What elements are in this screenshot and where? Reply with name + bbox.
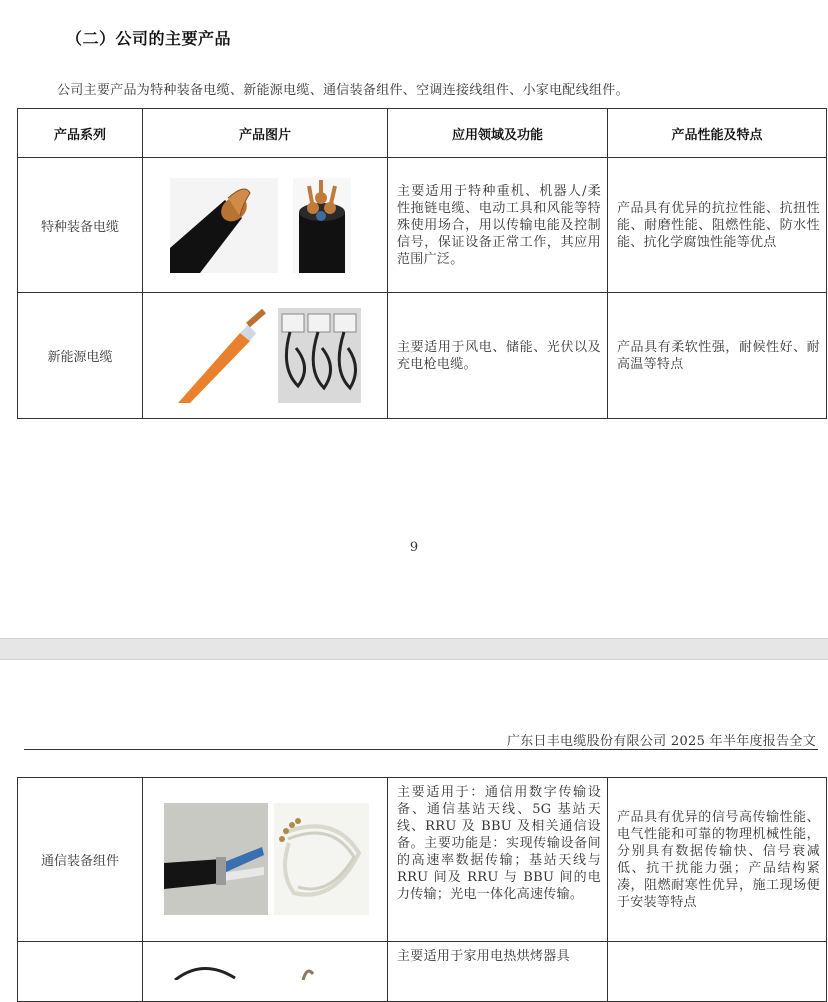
header-features: 产品性能及特点 [608,109,827,158]
orange-cable-photo [178,305,270,403]
page-10 [0,660,828,971]
page-number: 9 [409,540,419,555]
table-row [18,942,827,1002]
row-series: 新能源电缆 [18,293,143,419]
multicore-cable-photo [293,178,351,273]
table-row [18,778,827,942]
row-series [18,942,143,1002]
appliance-cable-photo [173,960,333,980]
row-series: 通信装备组件 [18,778,143,942]
black-cable-photo [170,178,278,273]
running-header: 广东日丰电缆股份有限公司 2025 年半年度报告全文 [506,734,816,749]
row-application: 主要适用于：通信用数字传输设备、通信基站天线、5G 基站天线、RRU 及 BBU 及相关通信设备。主要功能是：实现传输设备间的高速率数据传输；基站天线与 RRU 间及 RRU 与 BBU 间的电力传输；光电一体化高速传输。 [388,778,608,942]
row-features: 产品具有柔软性强，耐候性好、耐高温等特点 [608,293,827,419]
row-features [608,942,827,1002]
charging-gun-photo [278,308,361,403]
row-pictures [143,942,388,1002]
intro-text: 公司主要产品为特种装备电缆、新能源电缆、通信装备组件、空调连接线组件、小家电配线组件。 [57,83,629,98]
row-series: 特种装备电缆 [18,158,143,293]
header-application: 应用领域及功能 [388,109,608,158]
row-application: 主要适用于风电、储能、光伏以及充电枪电缆。 [388,293,608,419]
product-table-continued [17,777,827,1002]
header-series: 产品系列 [18,109,143,158]
section-title: （二）公司的主要产品 [66,29,232,48]
row-application: 主要适用于家用电热烘烤器具 [388,942,608,1002]
row-application: 主要适用于特种重机、机器人/柔性拖链电缆、电动工具和风能等特殊使用场合，用以传输电能及控制信号，保证设备正常工作，其应用范围广泛。 [388,158,608,293]
communication-cable-photo [164,803,268,915]
row-features: 产品具有优异的抗拉性能、抗扭性能、耐磨性能、阻燃性能、防水性能、抗化学腐蚀性能等优点 [608,158,827,293]
row-pictures [143,293,388,419]
table-header-row [18,109,827,158]
antenna-cable-assembly-photo [274,803,369,915]
row-pictures [143,158,388,293]
row-pictures [143,778,388,942]
page-separator [0,638,828,660]
row-features: 产品具有优异的信号高传输性能、电气性能和可靠的物理机械性能，分别具有数据传输快、信号衰减低、抗干扰能力强；产品结构紧凑，阻燃耐寒性优异，施工现场便于安装等特点 [608,778,827,942]
table-row [18,293,827,419]
header-rule [24,749,818,750]
product-table [17,108,827,419]
table-row [18,158,827,293]
header-picture: 产品图片 [143,109,388,158]
